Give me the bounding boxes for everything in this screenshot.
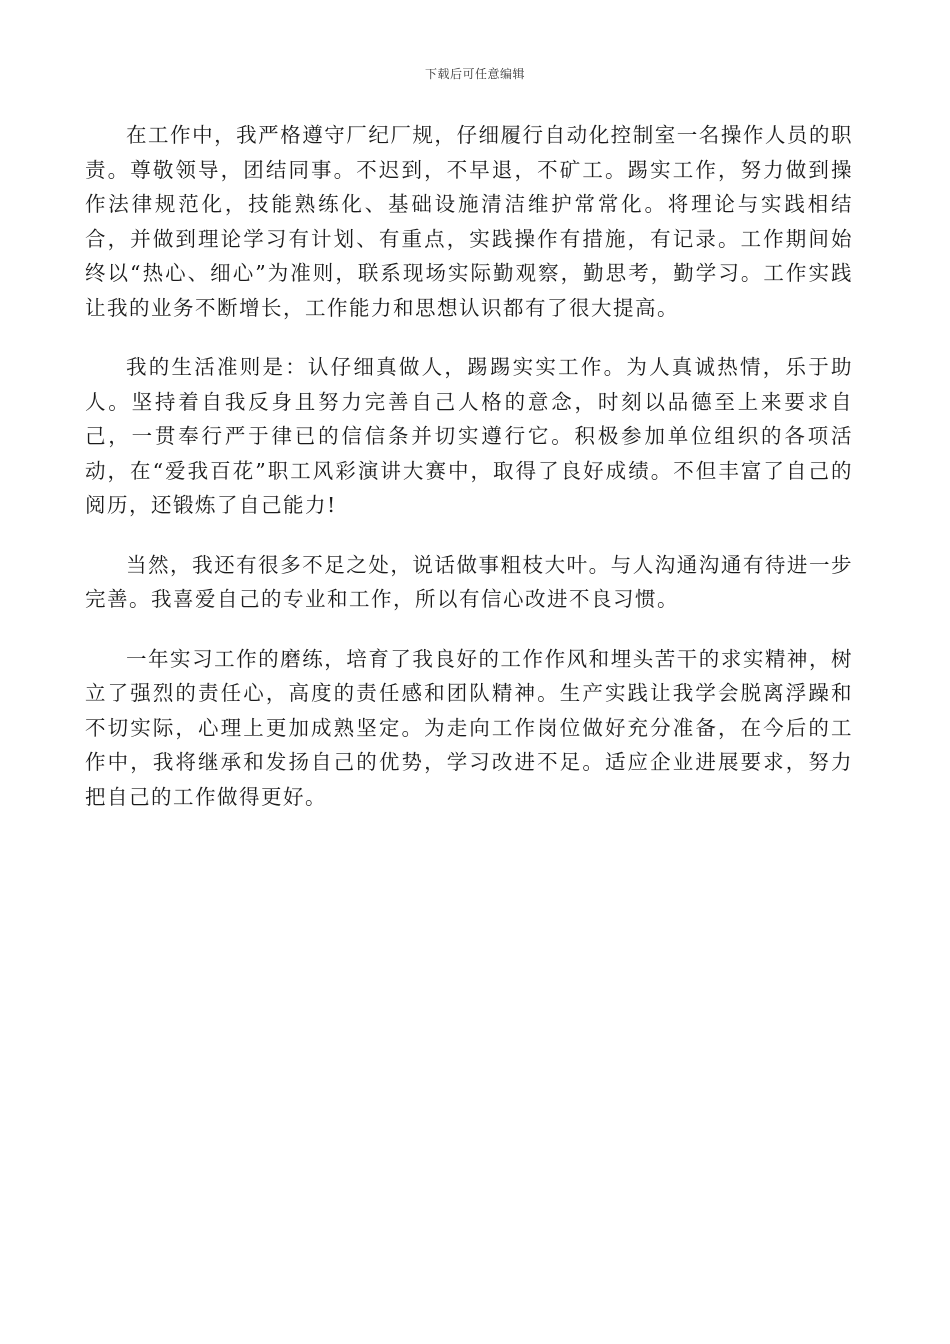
- paragraph-shortcomings: 当然，我还有很多不足之处，说话做事粗枝大叶。与人沟通沟通有待进一步完善。我喜爱自己的专业和工作，所以有信心改进不良习惯。: [85, 552, 853, 611]
- document-body: [85, 118, 853, 839]
- paragraph-work-conduct: 在工作中，我严格遵守厂纪厂规，仔细履行自动化控制室一名操作人员的职责。尊敬领导，团结同事。不迟到，不早退，不矿工。踢实工作，努力做到操作法律规范化，技能熟练化、基础设施清洁维护常常化。将理论与实践相结合，并做到理论学习有计划、有重点，实践操作有措施，有记录。工作期间始终以“热心、细心”为准则，联系现场实际勤观察，勤思考，勤学习。工作实践让我的业务不断增长，工作能力和思想认识都有了很大提高。: [85, 123, 853, 320]
- paragraph-conclusion: 一年实习工作的磨练，培育了我良好的工作作风和埋头苦干的求实精神，树立了强烈的责任心，高度的责任感和团队精神。生产实践让我学会脱离浮躁和不切实际，心理上更加成熟坚定。为走向工作岗位做好充分准备，在今后的工作中，我将继承和发扬自己的优势，学习改进不足。适应企业进展要求，努力把自己的工作做得更好。: [85, 646, 853, 809]
- paragraph-life-principles: 我的生活准则是：认仔细真做人，踢踢实实工作。为人真诚热情，乐于助人。坚持着自我反身且努力完善自己人格的意念，时刻以品德至上来要求自己，一贯奉行严于律已的信信条并切实遵行它。积极参加单位组织的各项活动，在“爱我百花”职工风彩演讲大赛中，取得了良好成绩。不但丰富了自己的阅历，还锻炼了自己能力!: [85, 355, 853, 517]
- page-header: 下载后可任意编辑: [424, 67, 525, 81]
